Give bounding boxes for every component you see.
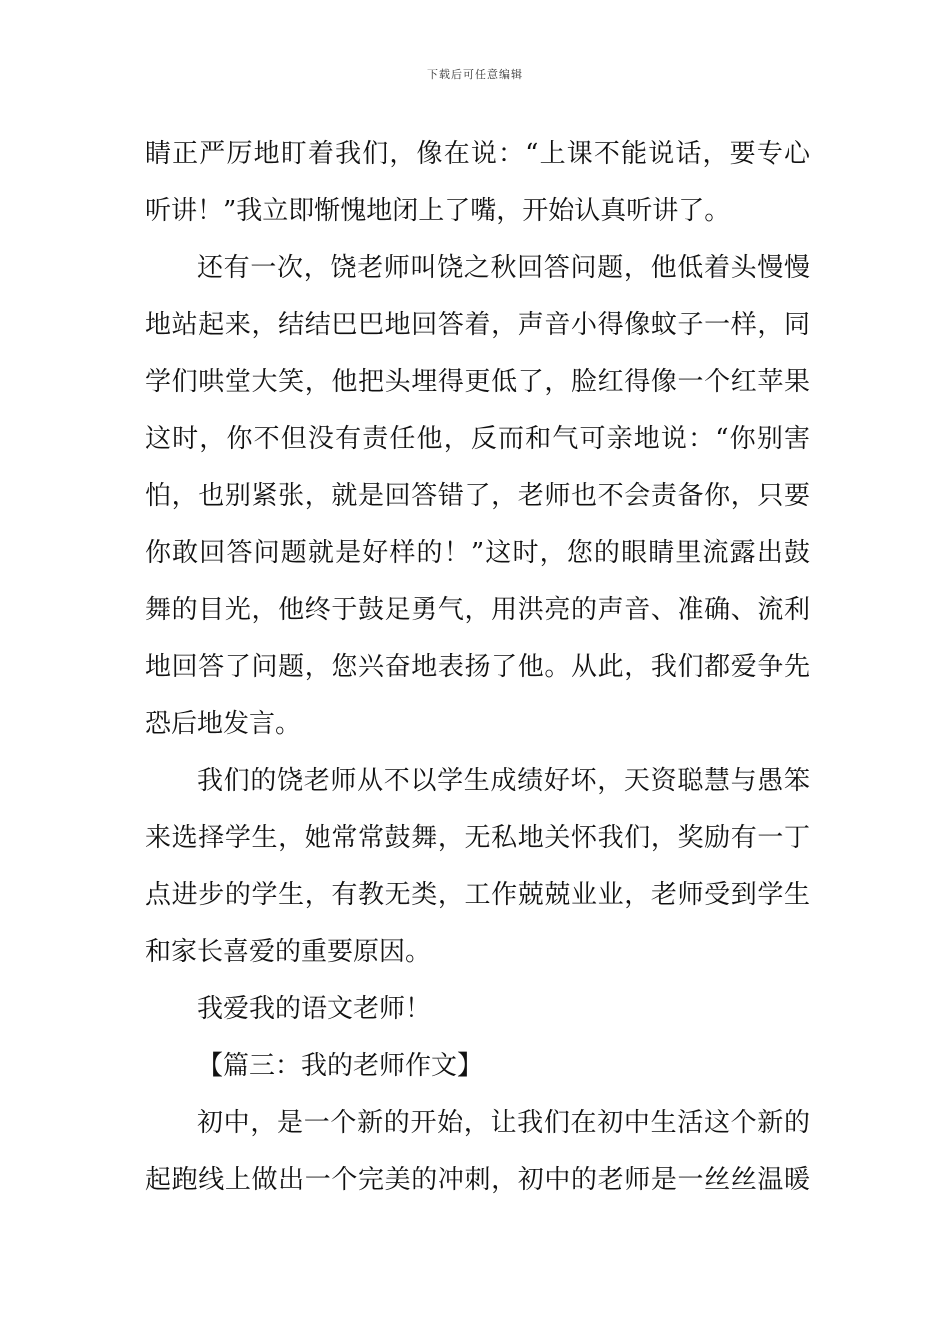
document-body [145, 126, 810, 1209]
text-line: 恐后地发言。 [145, 709, 302, 739]
text-line: 起跑线上做出一个完美的冲刺，初中的老师是一丝丝温暖 [145, 1165, 810, 1195]
text-line: 怕，也别紧张，就是回答错了，老师也不会责备你，只要 [145, 481, 810, 511]
text-line: 听讲！”我立即惭愧地闭上了嘴，开始认真听讲了。 [145, 196, 731, 226]
text-line: 睛正严厉地盯着我们，像在说：“上课不能说话，要专心 [145, 139, 810, 169]
page-header: 下载后可任意编辑 [427, 68, 523, 81]
text-line: 舞的目光，他终于鼓足勇气，用洪亮的声音、准确、流利 [145, 595, 810, 625]
paragraph-start-line: 还有一次，饶老师叫饶之秋回答问题，他低着头慢慢 [197, 253, 810, 283]
section-heading: 【篇三：我的老师作文】 [197, 1051, 484, 1081]
text-line: 学们哄堂大笑，他把头埋得更低了，脸红得像一个红苹果 [145, 367, 810, 397]
text-line: 点进步的学生，有教无类，工作兢兢业业，老师受到学生 [145, 880, 810, 910]
text-line: 来选择学生，她常常鼓舞，无私地关怀我们，奖励有一丁 [145, 823, 810, 853]
paragraph-start-line: 初中，是一个新的开始，让我们在初中生活这个新的 [197, 1108, 810, 1138]
paragraph-line: 我爱我的语文老师！ [197, 994, 432, 1024]
text-line: 地回答了问题，您兴奋地表扬了他。从此，我们都爱争先 [145, 652, 810, 682]
paragraph-start-line: 我们的饶老师从不以学生成绩好坏，天资聪慧与愚笨 [197, 766, 810, 796]
text-line: 你敢回答问题就是好样的！”这时，您的眼睛里流露出鼓 [145, 538, 810, 568]
text-line: 这时，你不但没有责任他，反而和气可亲地说：“你别害 [145, 424, 810, 454]
text-line: 和家长喜爱的重要原因。 [145, 937, 432, 967]
text-line: 地站起来，结结巴巴地回答着，声音小得像蚊子一样，同 [145, 310, 810, 340]
